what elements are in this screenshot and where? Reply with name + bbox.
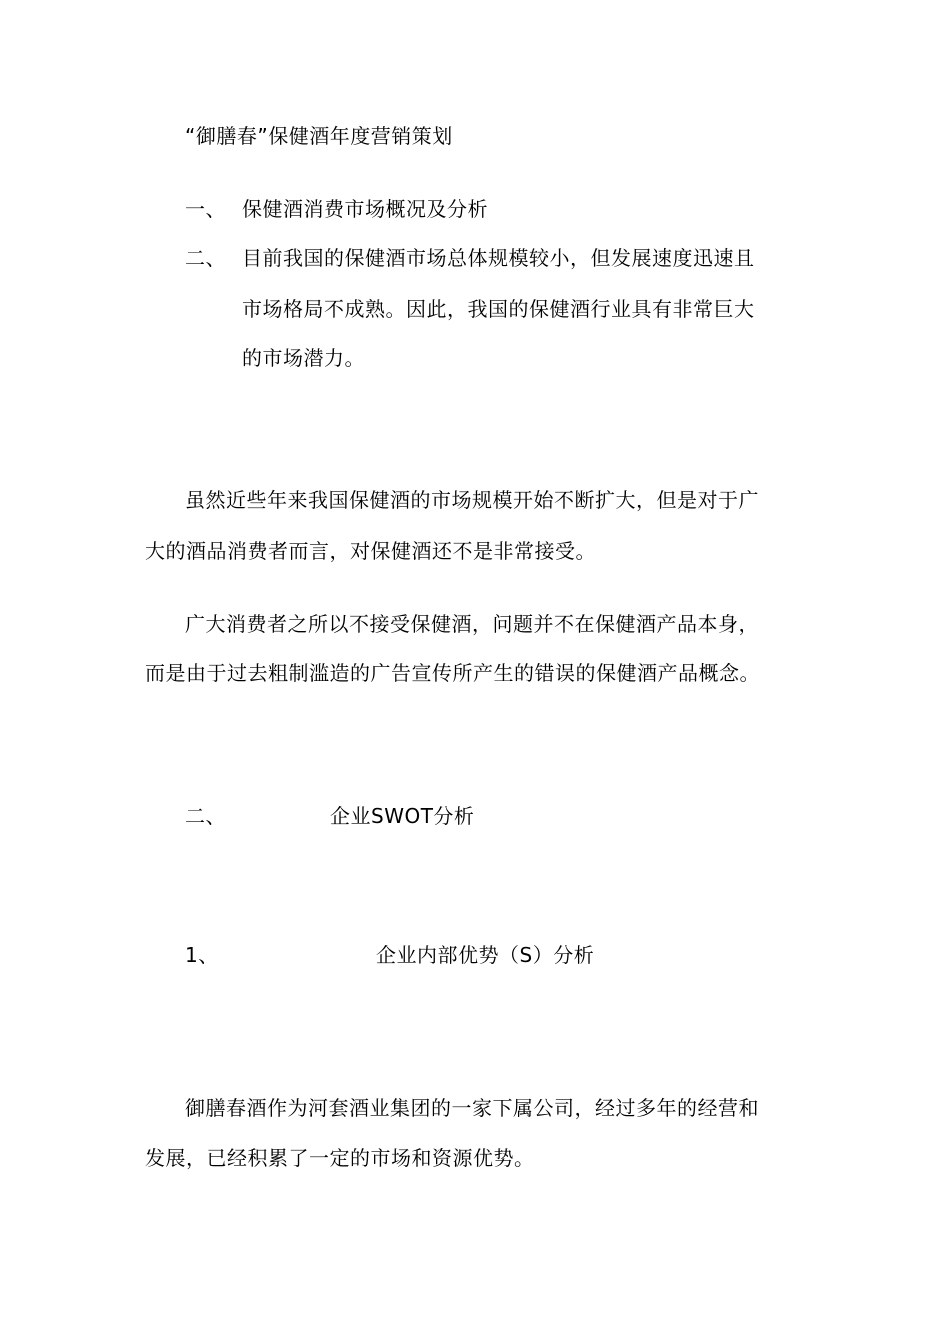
section-swot-heading: 企业SWOT分析 — [330, 804, 475, 828]
paragraph-1-line: 虽然近些年来我国保健酒的市场规模开始不断扩大，但是对于广 — [185, 488, 759, 512]
section-swot-number: 二、 — [185, 804, 226, 828]
section-1-heading: 保健酒消费市场概况及分析 — [242, 197, 488, 221]
subsection-strengths-heading: 企业内部优势（S）分析 — [376, 943, 595, 967]
subsection-strengths-number: 1、 — [185, 943, 219, 967]
paragraph-2-line: 广大消费者之所以不接受保健酒，问题并不在保健酒产品本身， — [185, 612, 759, 636]
document-title: “御膳春”保健酒年度营销策划 — [185, 124, 453, 148]
paragraph-3-line: 发展，已经积累了一定的市场和资源优势。 — [145, 1146, 535, 1170]
list-item-2-line: 的市场潜力。 — [242, 346, 365, 370]
list-item-2-number: 二、 — [185, 246, 226, 270]
list-item-2-line: 目前我国的保健酒市场总体规模较小，但发展速度迅速且 — [242, 246, 755, 270]
paragraph-2-line: 而是由于过去粗制滥造的广告宣传所产生的错误的保健酒产品概念。 — [145, 661, 760, 685]
paragraph-1-line: 大的酒品消费者而言，对保健酒还不是非常接受。 — [145, 539, 596, 563]
section-1-number: 一、 — [185, 197, 226, 221]
list-item-2-line: 市场格局不成熟。因此，我国的保健酒行业具有非常巨大 — [242, 297, 755, 321]
paragraph-3-line: 御膳春酒作为河套酒业集团的一家下属公司，经过多年的经营和 — [185, 1096, 759, 1120]
